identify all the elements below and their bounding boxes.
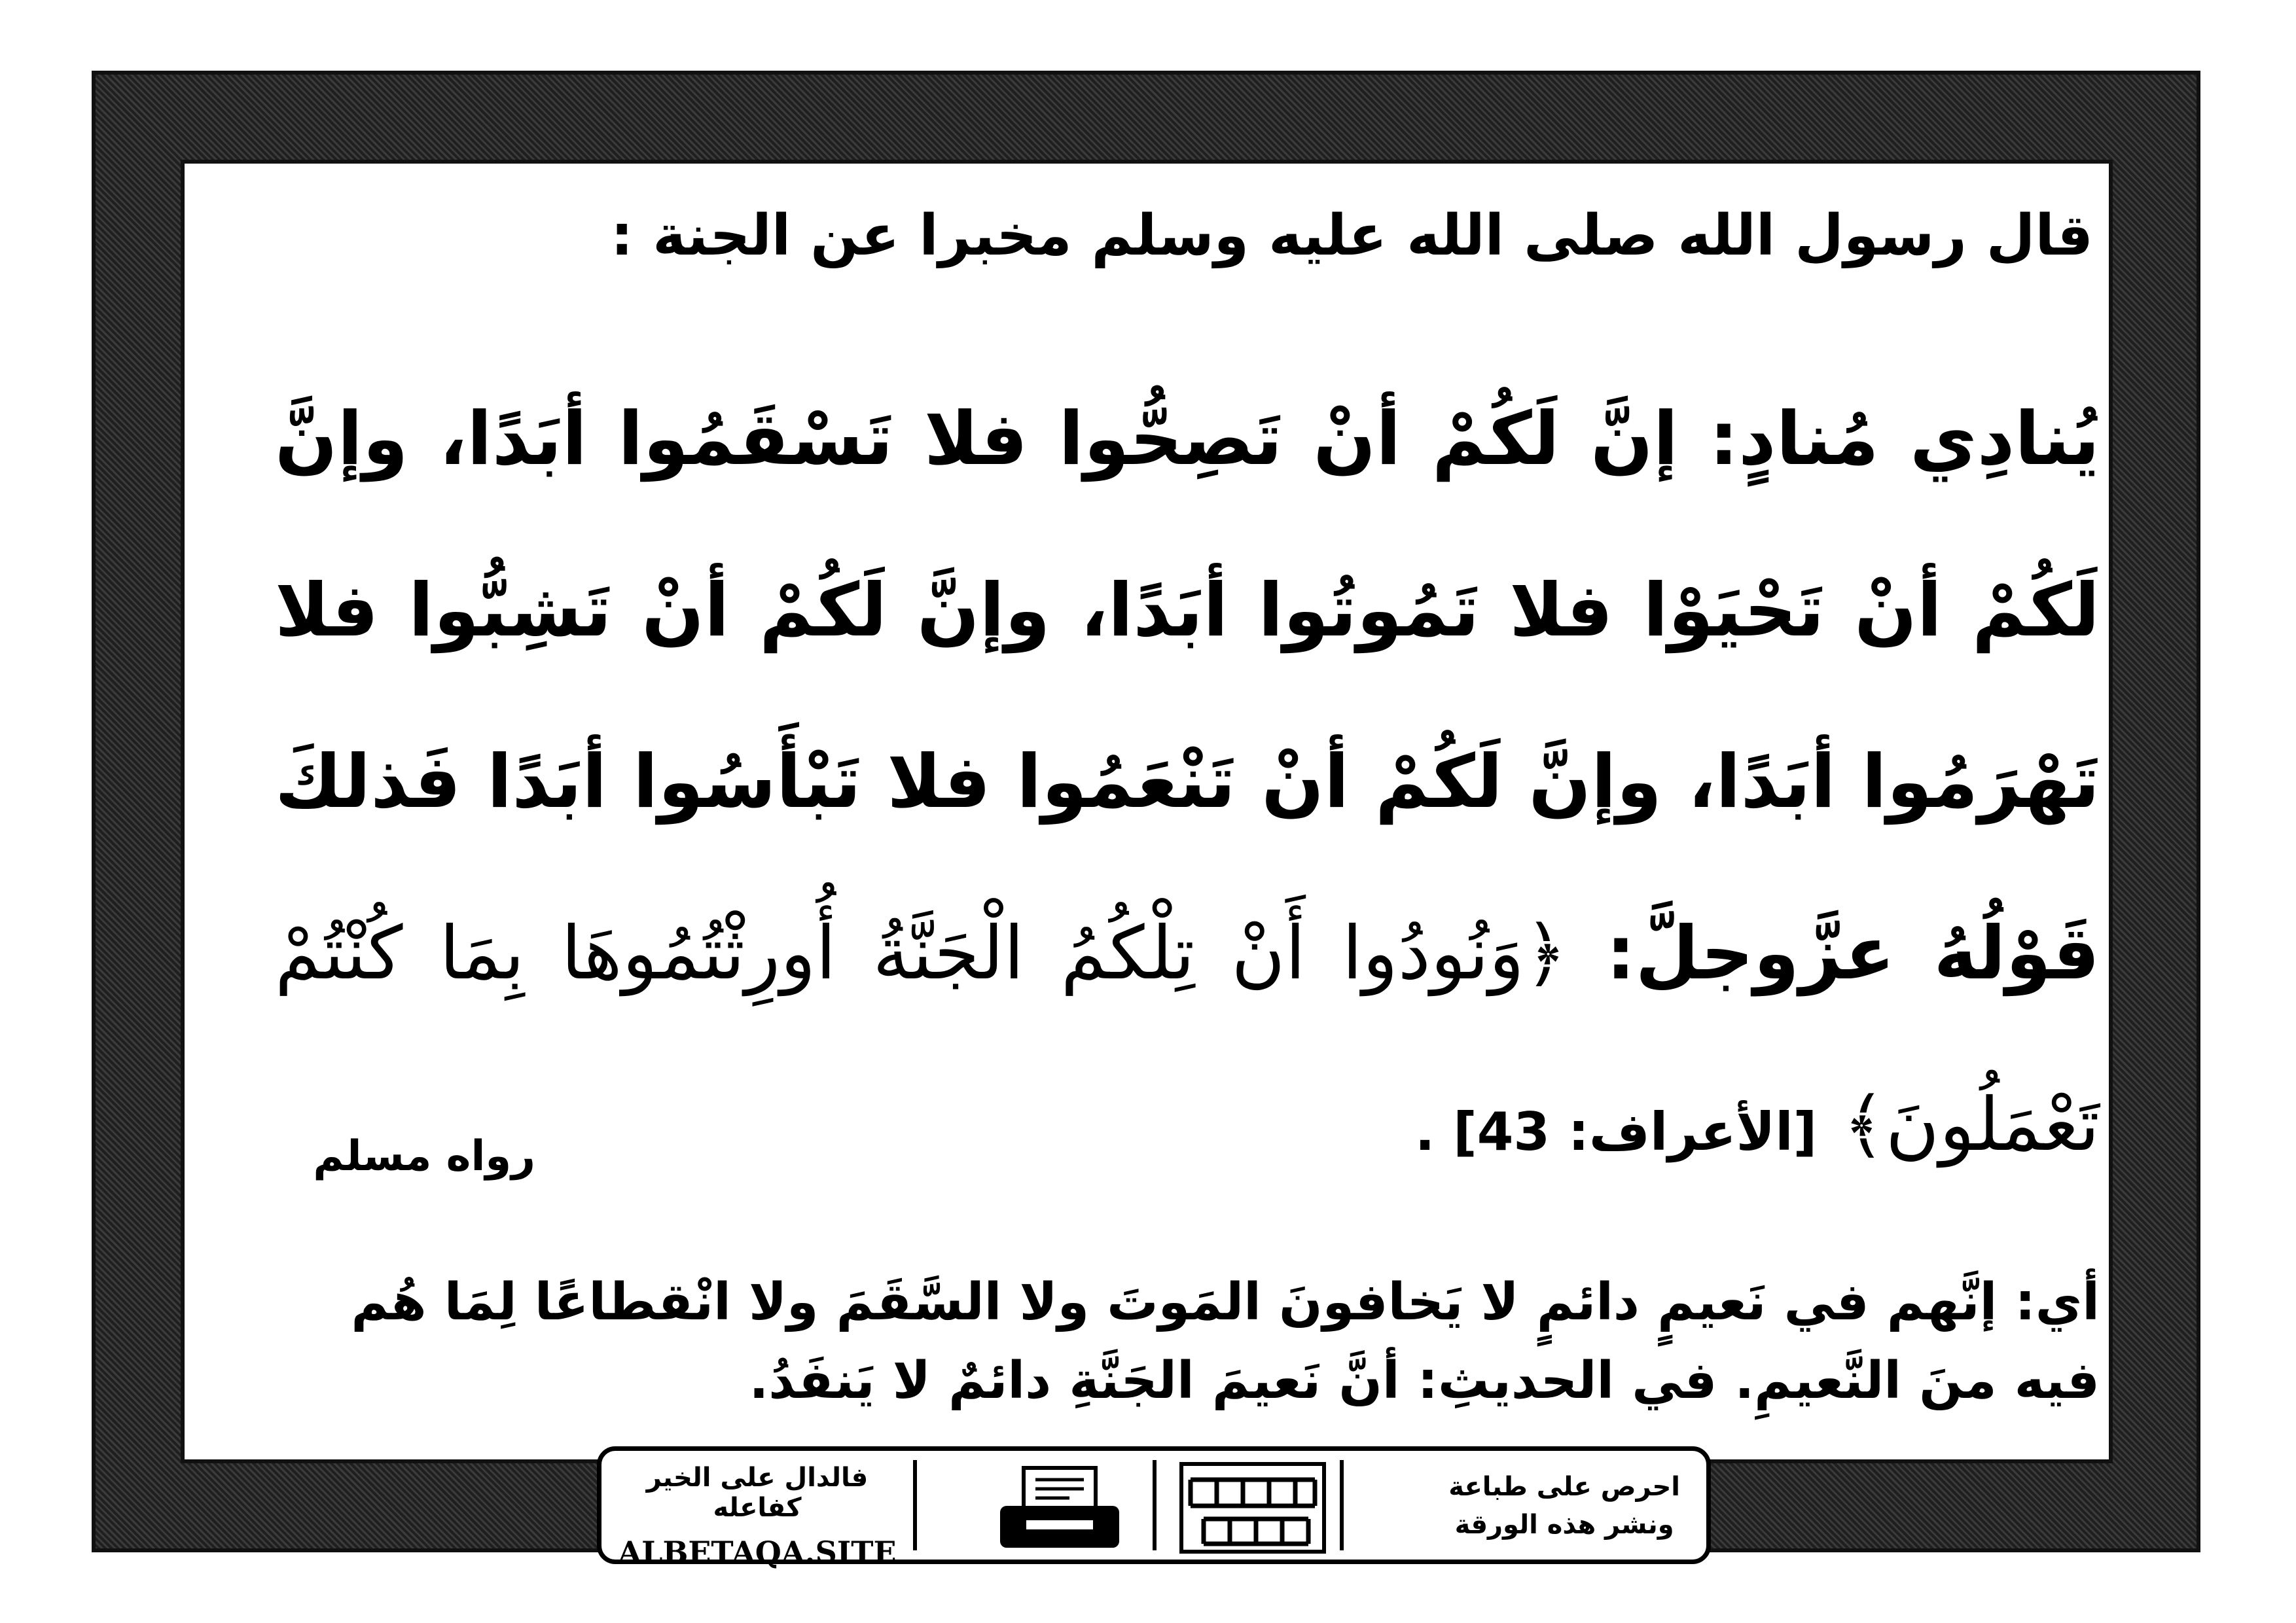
hadith-body: يُنادِي مُنادٍ: إنَّ لَكُمْ أنْ تَصِحُّوا فلا تَسْقَمُوا أبَدًا، وإنَّ لَكُمْ أنْ تَحْيَوْا فلا تَمُوتُوا أبَدًا، وإنَّ لَكُمْ أنْ تَشِبُّوا فلا تَهْرَمُوا أبَدًا، وإنَّ لَكُمْ أنْ تَنْعَمُوا فلا تَبْأَسُوا أبَدًا فَذلكَ قَوْلُهُ عزَّوجلَّ: <box>275 397 2100 996</box>
footer-website-block <box>613 1463 901 1570</box>
footer-print-line1: احرص على طباعة <box>1448 1472 1680 1502</box>
dawah-logo <box>1177 1460 1328 1556</box>
footer-bar <box>597 1446 1711 1570</box>
footer-slogan: فالدال على الخير كفاعله <box>646 1463 869 1523</box>
footer-print-block <box>1448 1468 1680 1544</box>
verse-reference: [الأعراف: 43] . <box>1414 1101 1818 1162</box>
hadith-text <box>275 353 2100 1218</box>
explanation: أي: إنَّهم في نَعيمٍ دائمٍ لا يَخافونَ المَوتَ ولا السَّقَمَ ولا انْقطاعًا لِمَا هُم فيه منَ النَّعيمِ. في الحديثِ: أنَّ نَعيمَ الجَنَّةِ دائمٌ لا يَنفَدُ. <box>351 1273 2100 1410</box>
printer-icon <box>997 1465 1122 1550</box>
footer-print-line2: ونشر هذه الورقة <box>1454 1510 1674 1540</box>
footer-divider <box>1340 1460 1344 1550</box>
narrator: رواه مسلم <box>313 1132 535 1181</box>
footer-divider <box>1153 1460 1157 1550</box>
footer-website[interactable]: ALBETAQA.SITE <box>618 1535 897 1570</box>
footer-divider <box>913 1460 917 1550</box>
intro-heading: قال رسول الله صلى الله عليه وسلم مخبرا عن الجنة : <box>610 203 2093 268</box>
quran-verse: ﴿وَنُودُوا أَنْ تِلْكُمُ الْجَنَّةُ أُورِثْتُمُوهَا بِمَا كُنْتُمْ تَعْمَلُونَ﴾ <box>275 911 2100 1168</box>
